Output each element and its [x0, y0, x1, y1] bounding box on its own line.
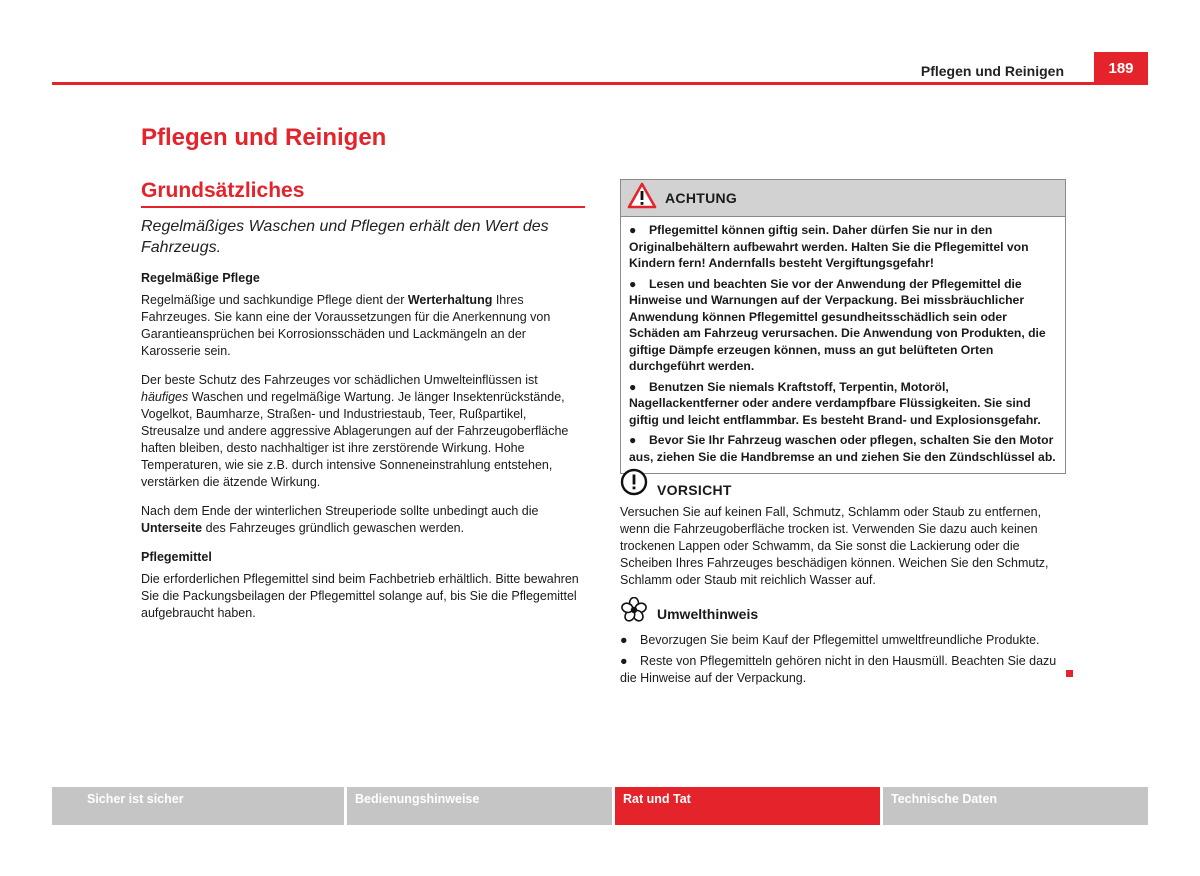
environment-label: Umwelthinweis: [657, 606, 759, 622]
warning-triangle-icon: [627, 182, 657, 214]
paragraph-1: Regelmäßige und sachkundige Pflege dient der Werterhaltung Ihres Fahrzeuges. Sie kann eine der Voraussetzungen für die Anerkennung von Garantieansprüchen bei Korrosionsschäden und Lackmängeln an der Karosserie sein.: [141, 293, 551, 358]
paragraph-2: Der beste Schutz des Fahrzeuges vor schädlichen Umwelteinflüssen ist häufiges Waschen und regelmäßige Wartung. Je länger Insektenrückstände, Vogelkot, Baumharze, Straßen- und Industriestaub, Teer, Rußpartikel, Streusalze und andere aggressive Ablagerungen auf der Fahrzeugoberfläche haften bleiben, desto nachhaltiger ist ihre zerstörende Wirkung. Hohe Temperaturen, wie sie z.B. durch intensive Sonneneinstrahlung entstehen, verstärken die ätzende Wirkung.: [141, 373, 569, 489]
running-title: Pflegen und Reinigen: [920, 63, 1064, 79]
lead-text: Regelmäßiges Waschen und Pflegen erhält den Wert des Fahrzeugs.: [141, 218, 549, 256]
tab-bedienungshinweise[interactable]: Bedienungshinweise: [347, 787, 612, 825]
warning-item: ● Benutzen Sie niemals Kraftstoff, Terpentin, Motoröl, Nagellackentferner oder andere verdampfbare Flüssigkeiten. Sie sind giftig und leicht entflammbar. Es besteht Brand- und Explosionsgefahr.: [629, 379, 1041, 427]
exclamation-circle-icon: [620, 468, 648, 501]
warning-item: ● Pflegemittel können giftig sein. Daher dürfen Sie nur in den Originalbehältern aufbewahrt werden. Halten Sie die Pflegemittel von Kindern fern! Andernfalls besteht Vergiftungsgefahr!: [629, 223, 1029, 270]
caution-text: Versuchen Sie auf keinen Fall, Schmutz, Schlamm oder Staub zu entfernen, wenn die Fahrzeugoberfläche trocken ist. Verwenden Sie dazu auch keinen trockenen Lappen oder Schwamm, da Sie sonst die Lackierung oder die Scheiben Ihres Fahrzeuges beschädigen können. Weichen Sie den Schmutz, Schlamm oder Staub mit reichlich Wasser auf.: [620, 505, 1049, 587]
warning-header: [621, 180, 1065, 217]
left-column: [141, 216, 587, 634]
paragraph-4: Die erforderlichen Pflegemittel sind beim Fachbetrieb erhältlich. Bitte bewahren Sie die Packungsbeilagen der Pflegemittel solange auf, bis Sie die Pflegemittel aufgebraucht haben.: [141, 572, 579, 620]
subheading-care-products: Pflegemittel: [141, 550, 212, 564]
section-title: Grundsätzliches: [141, 179, 305, 202]
page-number: 189: [1094, 52, 1148, 85]
tab-rat-und-tat[interactable]: Rat und Tat: [615, 787, 880, 825]
page-title: Pflegen und Reinigen: [141, 124, 387, 151]
flower-icon: [620, 597, 648, 628]
header-rule: [52, 82, 1148, 85]
warning-item: ● Bevor Sie Ihr Fahrzeug waschen oder pflegen, schalten Sie den Motor aus, ziehen Sie die Handbremse an und ziehen Sie den Zündschlüssel ab.: [629, 433, 1056, 464]
warning-label: ACHTUNG: [665, 190, 738, 206]
paragraph-3: Nach dem Ende der winterlichen Streuperiode sollte unbedingt auch die Unterseite des Fahrzeuges gründlich gewaschen werden.: [141, 504, 539, 535]
environment-item: ● Reste von Pflegemitteln gehören nicht in den Hausmüll. Beachten Sie dazu die Hinweise auf der Verpackung.: [620, 654, 1057, 685]
footer-navigation: [52, 787, 1148, 825]
tab-sicher-ist-sicher[interactable]: Sicher ist sicher: [52, 787, 344, 825]
caution-label: VORSICHT: [657, 481, 732, 498]
section-rule: [141, 206, 585, 208]
warning-box: [620, 179, 1066, 474]
environment-item: ● Bevorzugen Sie beim Kauf der Pflegemittel umweltfreundliche Produkte.: [620, 633, 1040, 647]
section-end-marker: [1066, 670, 1073, 677]
warning-body: [621, 217, 1065, 473]
environment-notice: [620, 597, 1064, 687]
subheading-regular-care: Regelmäßige Pflege: [141, 271, 260, 285]
tab-technische-daten[interactable]: Technische Daten: [883, 787, 1148, 825]
caution-notice: [620, 468, 1064, 589]
warning-item: ● Lesen und beachten Sie vor der Anwendung der Pflegemittel die Hinweise und Warnungen auf der Verpackung. Bei missbräuchlicher Anwendung können Pflegemittel gesundheitsschädlich sein oder Schäden am Fahrzeug verursachen. Die Anwendung von Produkten, die giftige Dämpfe erzeugen können, muss an gut belüfteten Orten durchgeführt werden.: [629, 276, 1046, 373]
